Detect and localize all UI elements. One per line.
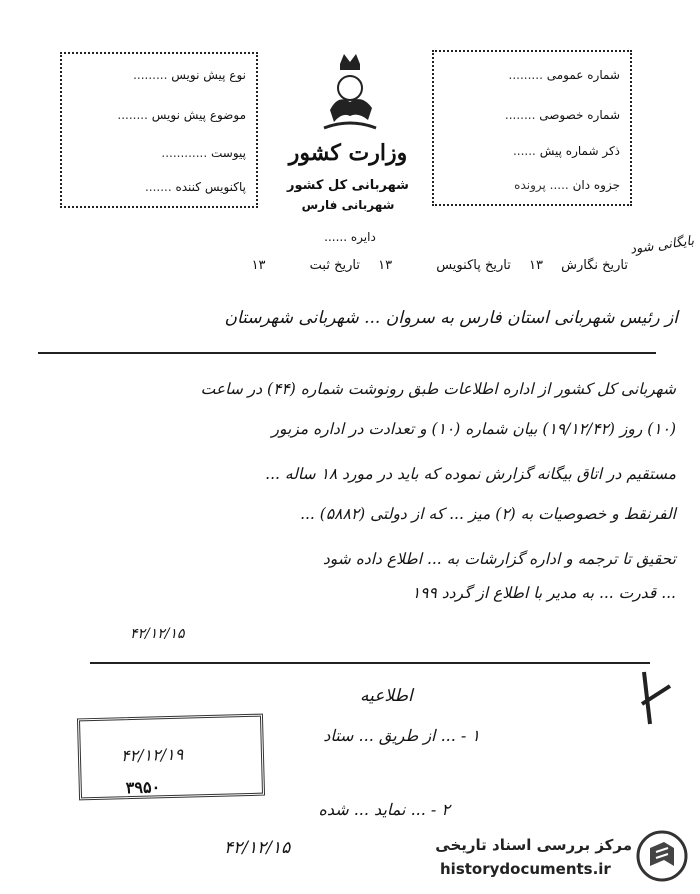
registry-stamp xyxy=(77,714,265,801)
body-line: (۱۰) روز (۱۹/۱۲/۴۲) بیان شماره (۱۰) و تعدادت در اداره مزبور xyxy=(271,420,676,438)
body-line: الفرنقط و خصوصیات به (۲) میز ... که از دولتی (۵۸۸۲) ... xyxy=(300,505,676,523)
attachment-field xyxy=(161,146,246,160)
folder-field xyxy=(514,178,620,192)
draft-type-label: نوع پیش نویس xyxy=(171,68,246,82)
copy-date-value: ۱۳ xyxy=(378,258,393,273)
body-line: شهربانی کل کشور از اداره اطلاعات طبق رونوشت شماره (۴۴) در ساعت xyxy=(200,380,676,398)
police-hq-title: شهربانی کل کشور xyxy=(287,178,409,193)
body-line: مستقیم در اتاق بیگانه گزارش نموده که باید در مورد ۱۸ ساله ... xyxy=(265,465,676,483)
department-label: دایره ...... xyxy=(324,230,376,244)
info-heading: اطلاعیه xyxy=(360,686,413,706)
subject-line: از رئیس شهربانی استان فارس به سروان ... شهربانی شهرستان xyxy=(224,308,678,328)
private-number-field xyxy=(505,108,620,122)
writing-date-label: تاریخ نگارش xyxy=(561,258,628,273)
info-item-2: ۲ - ... نماید ... شده xyxy=(318,800,450,819)
attachment-label: پیوست xyxy=(211,146,246,160)
fars-police-title: شهربانی فارس xyxy=(301,198,395,212)
general-number-label: شماره عمومی xyxy=(546,68,620,82)
ministry-title: وزارت کشور xyxy=(288,140,408,166)
reference-info-box xyxy=(432,50,632,206)
draft-subject-field xyxy=(117,108,246,122)
writing-date-value: ۱۳ xyxy=(528,258,543,273)
divider xyxy=(90,662,650,664)
archive-logo-icon xyxy=(634,828,690,884)
draft-subject-label: موضوع پیش نویس xyxy=(151,108,246,122)
body-line: ... قدرت ... به مدیر با اطلاع از گردد ۱۹۹ xyxy=(411,584,676,602)
draft-info-box xyxy=(60,52,258,208)
folder-label: جزوه دان xyxy=(572,178,620,192)
general-number-dots: ......... xyxy=(508,68,543,82)
watermark-title: مرکز بررسی اسناد تاریخی xyxy=(435,836,632,854)
private-number-dots: ........ xyxy=(504,108,536,122)
date-note: ۴۲/۱۲/۱۵ xyxy=(130,626,185,642)
check-mark-icon xyxy=(636,664,676,734)
draft-type-field xyxy=(133,68,246,82)
copier-field xyxy=(145,180,246,194)
copier-label: پاکنویس کننده xyxy=(175,180,246,194)
previous-number-label: ذکر شماره پیش xyxy=(539,144,620,158)
margin-note: بایگانی شود xyxy=(628,233,695,258)
info-item-1: ۱ - ... از طریق ... ستاد xyxy=(323,726,480,745)
attachment-dots: ............ xyxy=(161,146,208,160)
copy-date-label: تاریخ پاکنویس xyxy=(436,258,511,273)
reg-date-value: ۱۳ xyxy=(251,258,266,273)
watermark-url: historydocuments.ir xyxy=(440,860,611,878)
bottom-reference: ۴۲/۱۲/۱۵ xyxy=(224,838,291,858)
copier-dots: ....... xyxy=(144,180,172,194)
general-number-field xyxy=(509,68,620,82)
emblem-icon xyxy=(318,50,382,136)
previous-number-field xyxy=(513,144,620,158)
draft-type-dots: ......... xyxy=(133,68,168,82)
body-line: تحقیق تا ترجمه و اداره گزارشات به ... اطلاع داده شود xyxy=(322,550,676,568)
dates-row xyxy=(238,258,628,273)
previous-number-dots: ...... xyxy=(512,144,536,158)
stamp-code: ۳۹۵۰ xyxy=(125,777,161,798)
divider xyxy=(38,352,656,354)
reg-date-label: تاریخ ثبت xyxy=(309,258,360,273)
stamp-date: ۴۲/۱۲/۱۹ xyxy=(120,744,184,766)
folder-dots: ..... پرونده xyxy=(514,178,569,192)
draft-subject-dots: ........ xyxy=(117,108,148,122)
private-number-label: شماره خصوصی xyxy=(539,108,620,122)
